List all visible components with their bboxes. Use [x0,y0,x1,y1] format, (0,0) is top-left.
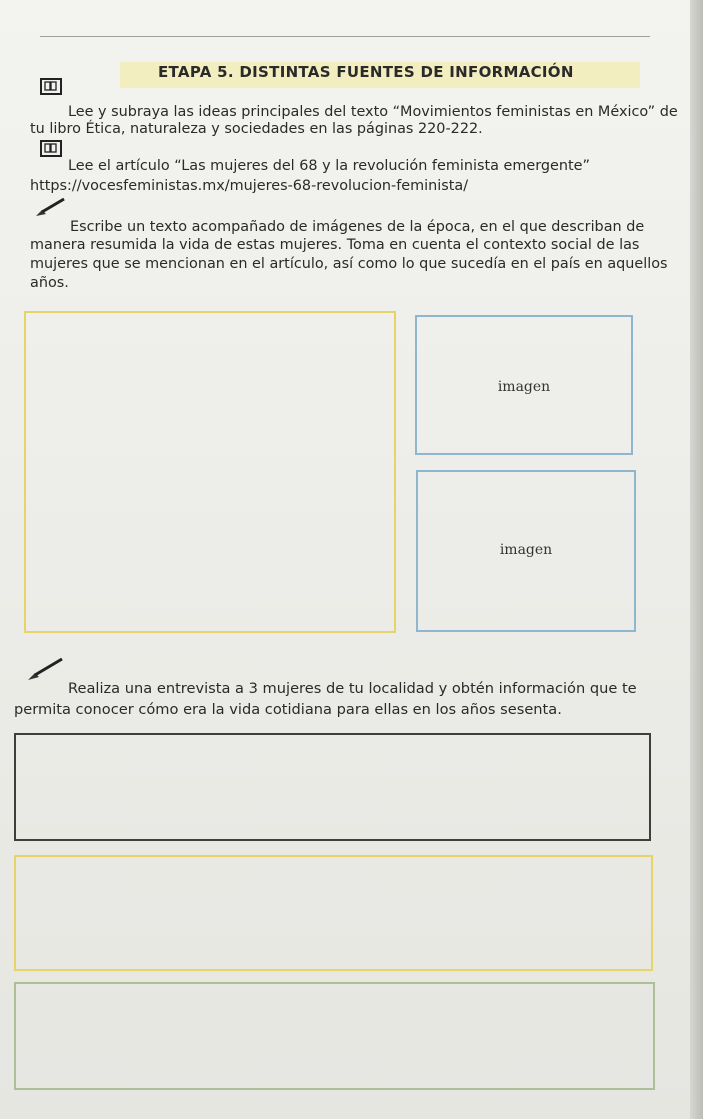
image-box-1[interactable] [415,315,633,455]
page-title: ETAPA 5. DISTINTAS FUENTES DE INFORMACIÓN [158,63,574,81]
task4-line2: permita conocer cómo era la vida cotidiana para ellas en los años sesenta. [14,701,562,718]
pencil-icon [34,196,68,222]
interview-box-1[interactable] [14,733,651,841]
page-edge [690,0,703,1119]
task4-line1: Realiza una entrevista a 3 mujeres de tu localidad y obtén información que te [68,680,637,697]
task3-line4: años. [30,275,69,291]
task2-line1: Lee el artículo “Las mujeres del 68 y la revolución feminista emergente” [68,158,590,174]
image-box-2[interactable] [416,470,636,632]
task1-line1: Lee y subraya las ideas principales del texto “Movimientos feministas en México” de [68,104,678,120]
task1-line2: tu libro Ética, naturaleza y sociedades en las páginas 220-222. [30,121,483,137]
task3-line2: manera resumida la vida de estas mujeres. Toma en cuenta el contexto social de las [30,237,640,253]
checkbox-icon[interactable] [40,140,62,158]
pencil-icon [26,656,66,686]
task3-line3: mujeres que se mencionan en el artículo, así como lo que sucedía en el país en aquellos [30,256,668,272]
text-answer-box[interactable] [24,311,396,633]
interview-box-3[interactable] [14,982,655,1090]
interview-box-2[interactable] [14,855,653,971]
task2-url[interactable]: https://vocesfeministas.mx/mujeres-68-revolucion-feminista/ [30,178,469,194]
task3-line1: Escribe un texto acompañado de imágenes de la época, en el que describan de [70,219,645,235]
image-label-1: imagen [497,379,551,395]
checkbox-icon[interactable] [40,78,62,96]
top-rule [40,36,650,37]
image-label-2: imagen [499,542,553,558]
